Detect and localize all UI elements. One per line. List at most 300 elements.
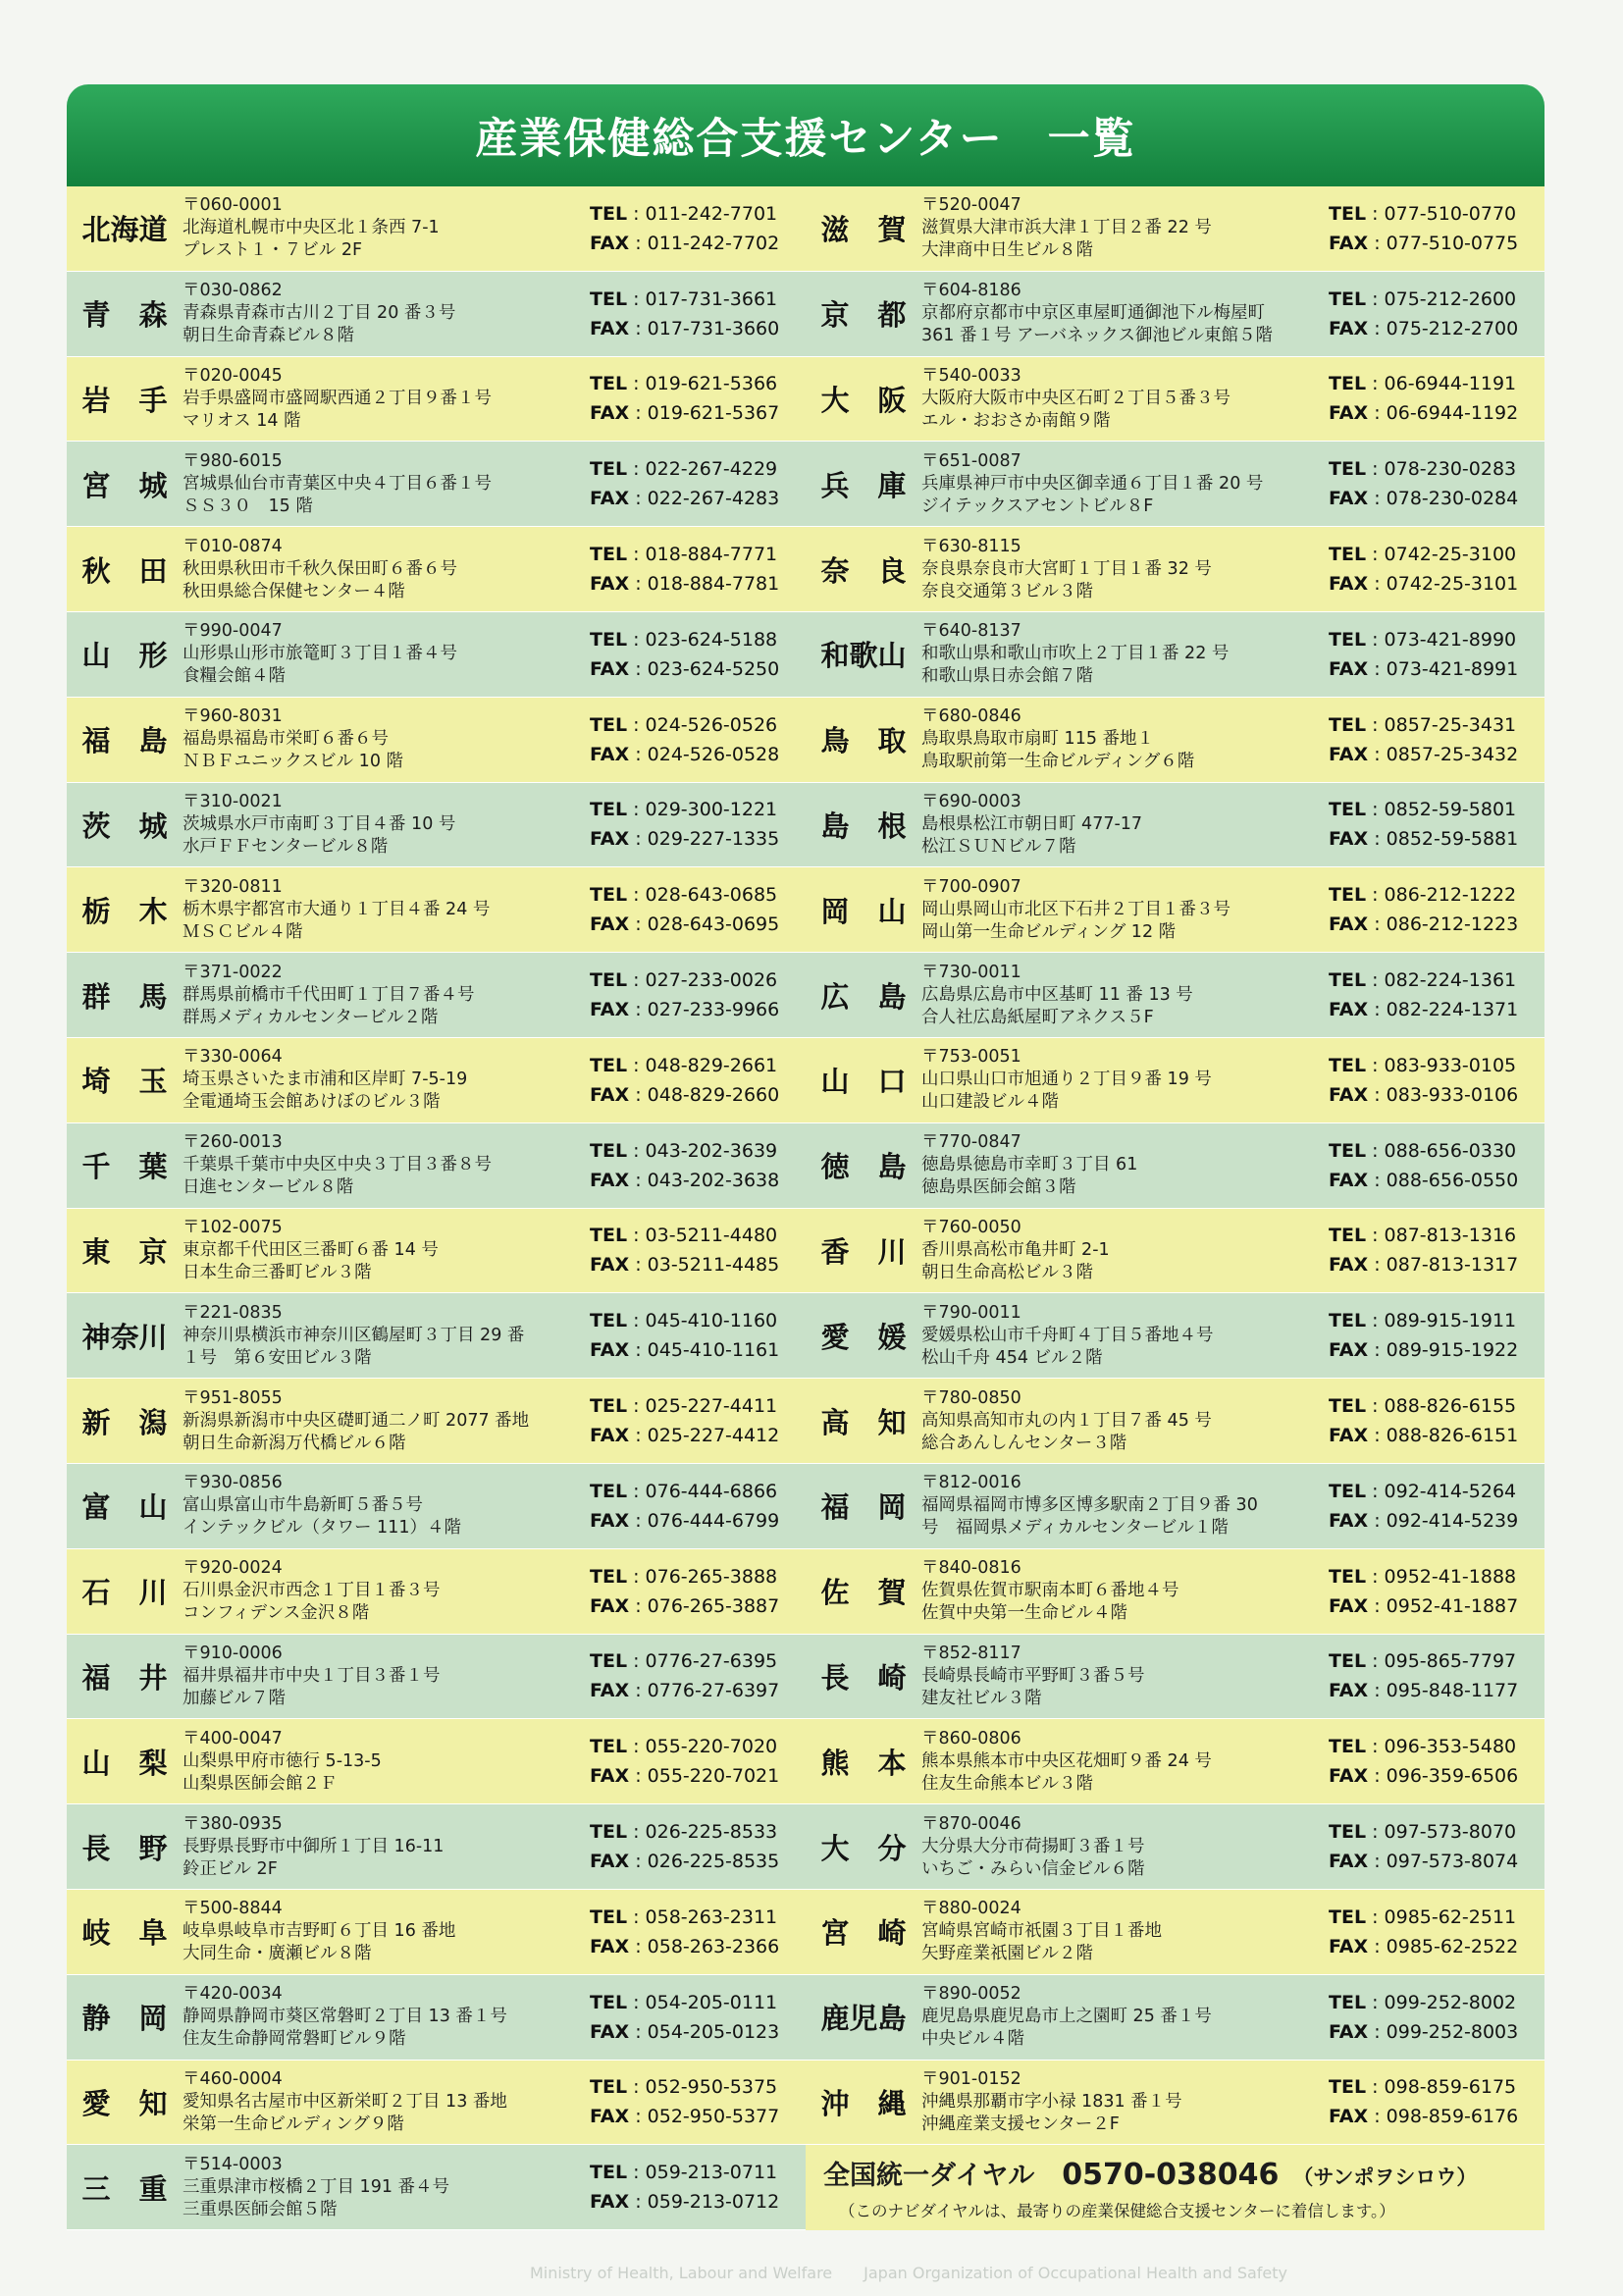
center-list-sheet: [67, 84, 1544, 2223]
center-row-right-14: [806, 1293, 1544, 1379]
address-line-1: 福島県福島市栄町６番６号: [183, 729, 389, 750]
address-line-2: 矢野産業祇園ビル２階: [921, 1944, 1093, 1964]
fax-number: 055-220-7021: [647, 1765, 780, 1788]
center-address: [921, 2061, 1319, 2145]
fax-line: FAX : 099-252-8003: [1329, 2020, 1519, 2043]
address-line-2: 朝日生命新潟万代橋ビル６階: [183, 1433, 406, 1453]
fax-line: FAX : 059-213-0712: [590, 2191, 780, 2214]
prefecture-name: 熊 本: [820, 1746, 907, 1780]
prefecture-name: 群 馬: [81, 979, 168, 1014]
postal-code: 〒320-0811: [183, 876, 283, 897]
center-address: [183, 783, 580, 867]
address-line-1: 福井県福井市中央１丁目３番１号: [183, 1665, 441, 1686]
fax-number: 092-414-5239: [1386, 1509, 1519, 1532]
tel-label: TEL: [1329, 1821, 1367, 1844]
postal-code: 〒860-0806: [921, 1728, 1021, 1748]
fax-number: 058-263-2366: [647, 1935, 780, 1957]
postal-code: 〒420-0034: [183, 1984, 283, 2005]
tel-label: TEL: [590, 1225, 628, 1247]
address-line-1: 滋賀県大津市浜大津１丁目２番 22 号: [921, 218, 1212, 238]
center-address: [183, 186, 580, 271]
tel-label: TEL: [590, 628, 628, 651]
fax-number: 099-252-8003: [1386, 2020, 1519, 2043]
tel-label: TEL: [590, 1395, 628, 1418]
tel-label: TEL: [590, 287, 628, 310]
tel-label: TEL: [1329, 1139, 1367, 1162]
address-line-2: 大津商中日生ビル８階: [921, 240, 1093, 261]
postal-code: 〒753-0051: [921, 1047, 1021, 1068]
prefecture-name: 愛 知: [81, 2086, 168, 2120]
center-phone: [580, 1209, 806, 1293]
postal-code: 〒812-0016: [921, 1473, 1021, 1493]
address-line-1: 高知県高知市丸の内１丁目７番 45 号: [921, 1410, 1212, 1431]
postal-code: 〒380-0935: [183, 1813, 283, 1834]
center-grid: [67, 186, 1544, 2230]
tel-label: TEL: [590, 458, 628, 481]
tel-number: 088-656-0330: [1384, 1139, 1517, 1162]
address-line-2: 鈴正ビル 2F: [183, 1858, 278, 1879]
fax-line: FAX : 024-526-0528: [590, 743, 780, 765]
tel-line: TEL : 0985-62-2511: [1329, 1905, 1517, 1928]
postal-code: 〒640-8137: [921, 621, 1021, 642]
tel-number: 098-859-6175: [1384, 2076, 1517, 2099]
fax-line: FAX : 022-267-4283: [590, 488, 780, 510]
postal-code: 〒651-0087: [921, 450, 1021, 471]
center-row-left-11: [67, 1038, 806, 1123]
address-line-2: ＭＳＣビル４階: [183, 921, 303, 942]
address-line-1: 愛知県名古屋市中区新栄町２丁目 13 番地: [183, 2091, 507, 2112]
tel-line: TEL : 055-220-7020: [590, 1736, 778, 1758]
center-row-right-18: [806, 1635, 1544, 1720]
fax-line: FAX : 077-510-0775: [1329, 232, 1519, 254]
prefecture-name: 山 形: [81, 639, 168, 673]
tel-label: TEL: [1329, 884, 1367, 907]
fax-number: 03-5211-4485: [647, 1254, 780, 1277]
fax-line: FAX : 045-410-1161: [590, 1339, 780, 1362]
tel-label: TEL: [1329, 202, 1367, 225]
fax-label: FAX: [1329, 402, 1369, 425]
fax-label: FAX: [590, 1509, 630, 1532]
center-phone: [580, 1379, 806, 1463]
tel-label: TEL: [590, 1736, 628, 1758]
tel-number: 024-526-0526: [645, 713, 778, 736]
fax-number: 048-829-2660: [647, 1083, 780, 1106]
tel-number: 055-220-7020: [645, 1736, 778, 1758]
fax-line: FAX : 054-205-0123: [590, 2020, 780, 2043]
fax-line: FAX : 029-227-1335: [590, 828, 780, 851]
center-phone: [1319, 2061, 1544, 2145]
address-line-1: 鹿児島県鹿児島市上之園町 25 番１号: [921, 2007, 1212, 2027]
center-address: [183, 1804, 580, 1889]
address-line-1: 新潟県新潟市中央区礎町通二ノ町 2077 番地: [183, 1410, 530, 1431]
fax-label: FAX: [1329, 828, 1369, 851]
tel-label: TEL: [590, 2162, 628, 2184]
center-row-right-16: [806, 1464, 1544, 1549]
center-address: [921, 1975, 1319, 2060]
fax-line: FAX : 086-212-1223: [1329, 913, 1519, 936]
postal-code: 〒460-0004: [183, 2068, 283, 2089]
fax-number: 096-359-6506: [1386, 1765, 1519, 1788]
postal-code: 〒730-0011: [921, 962, 1021, 982]
center-row-right-2: [806, 272, 1544, 357]
address-line-2: 沖縄産業支援センター２F: [921, 2113, 1120, 2134]
prefecture-name: 岐 阜: [81, 1916, 168, 1951]
prefecture-name: 京 都: [820, 298, 907, 333]
prefecture-name: 秋 田: [81, 553, 168, 588]
tel-line: TEL : 076-444-6866: [590, 1480, 778, 1502]
address-line-2: 朝日生命高松ビル３階: [921, 1262, 1093, 1282]
tel-label: TEL: [1329, 1991, 1367, 2013]
fax-line: FAX : 075-212-2700: [1329, 317, 1519, 339]
fax-label: FAX: [590, 232, 630, 254]
postal-code: 〒310-0021: [183, 791, 283, 811]
tel-number: 023-624-5188: [645, 628, 778, 651]
center-address: [921, 867, 1319, 952]
postal-code: 〒514-0003: [183, 2154, 283, 2174]
tel-number: 052-950-5375: [645, 2076, 778, 2099]
fax-label: FAX: [590, 1254, 630, 1277]
center-phone: [1319, 867, 1544, 952]
tel-line: TEL : 059-213-0711: [590, 2162, 778, 2184]
prefecture-name: 埼 玉: [81, 1065, 168, 1099]
address-line-1: 徳島県徳島市幸町３丁目 61: [921, 1155, 1138, 1175]
tel-line: TEL : 048-829-2661: [590, 1054, 778, 1076]
center-address: [921, 1293, 1319, 1378]
address-line-1: 沖縄県那覇市字小禄 1831 番１号: [921, 2091, 1182, 2112]
center-row-left-7: [67, 698, 806, 783]
center-address: [183, 1209, 580, 1293]
tel-number: 022-267-4229: [645, 458, 778, 481]
address-line-2: 山梨県医師会館２Ｆ: [183, 1773, 338, 1794]
center-row-right-7: [806, 698, 1544, 783]
center-address: [183, 1719, 580, 1803]
tel-line: TEL : 0776-27-6395: [590, 1650, 778, 1673]
fax-number: 095-848-1177: [1386, 1680, 1519, 1702]
center-row-right-22: [806, 1975, 1544, 2061]
tel-line: TEL : 099-252-8002: [1329, 1991, 1517, 2013]
tel-line: TEL : 043-202-3639: [590, 1139, 778, 1162]
fax-number: 076-265-3887: [647, 1594, 780, 1617]
center-address: [183, 1464, 580, 1548]
fax-number: 083-933-0106: [1386, 1083, 1519, 1106]
fax-line: FAX : 088-826-6151: [1329, 1425, 1519, 1447]
tel-line: TEL : 087-813-1316: [1329, 1225, 1517, 1247]
center-phone: [580, 1890, 806, 1974]
tel-number: 0852-59-5801: [1384, 799, 1517, 821]
address-line-2: 岡山第一生命ビルディング 12 階: [921, 921, 1177, 942]
fax-number: 06-6944-1192: [1386, 402, 1519, 425]
tel-number: 0857-25-3431: [1384, 713, 1517, 736]
fax-label: FAX: [590, 317, 630, 339]
fax-number: 0852-59-5881: [1386, 828, 1519, 851]
tel-number: 0776-27-6395: [645, 1650, 778, 1673]
fax-number: 028-643-0695: [647, 913, 780, 936]
center-address: [183, 527, 580, 611]
center-row-left-12: [67, 1123, 806, 1209]
center-address: [921, 1719, 1319, 1803]
center-address: [183, 1890, 580, 1974]
center-row-right-6: [806, 612, 1544, 698]
fax-line: FAX : 083-933-0106: [1329, 1083, 1519, 1106]
tel-line: TEL : 011-242-7701: [590, 202, 778, 225]
fax-label: FAX: [1329, 1425, 1369, 1447]
center-phone: [580, 357, 806, 442]
address-line-2: ＳＳ３０ 15 階: [183, 496, 313, 516]
center-row-left-24: [67, 2145, 806, 2230]
center-address: [183, 953, 580, 1037]
center-row-right-4: [806, 442, 1544, 527]
fax-label: FAX: [1329, 1935, 1369, 1957]
footer-watermark: Ministry of Health, Labour and Welfare Japan Organization of Occupational Health and Safety: [530, 2264, 1287, 2282]
address-line-2: 大同生命・廣瀬ビル８階: [183, 1944, 372, 1964]
tel-line: TEL : 0742-25-3100: [1329, 544, 1517, 566]
postal-code: 〒020-0045: [183, 365, 283, 386]
center-address: [921, 442, 1319, 526]
address-line-2: 合人社広島紙屋町アネクス５F: [921, 1007, 1154, 1027]
tel-line: TEL : 024-526-0526: [590, 713, 778, 736]
fax-line: FAX : 0952-41-1887: [1329, 1594, 1519, 1617]
address-line-1: 島根県松江市朝日町 477-17: [921, 813, 1143, 834]
tel-number: 045-410-1160: [645, 1310, 778, 1332]
fax-label: FAX: [590, 1339, 630, 1362]
prefecture-name: 徳 島: [820, 1150, 907, 1184]
tel-line: TEL : 082-224-1361: [1329, 969, 1517, 992]
fax-number: 026-225-8535: [647, 1851, 780, 1873]
fax-number: 078-230-0284: [1386, 488, 1519, 510]
tel-label: TEL: [590, 373, 628, 395]
fax-number: 0776-27-6397: [647, 1680, 780, 1702]
tel-line: TEL : 095-865-7797: [1329, 1650, 1517, 1673]
tel-label: TEL: [1329, 1310, 1367, 1332]
center-address: [921, 272, 1319, 356]
address-line-2: 中央ビル４階: [921, 2029, 1024, 2050]
fax-number: 0985-62-2522: [1386, 1935, 1519, 1957]
tel-label: TEL: [590, 1821, 628, 1844]
address-line-1: 広島県広島市中区基町 11 番 13 号: [921, 984, 1193, 1005]
center-phone: [1319, 527, 1544, 611]
center-phone: [580, 612, 806, 697]
fax-line: FAX : 082-224-1371: [1329, 999, 1519, 1021]
center-phone: [1319, 357, 1544, 442]
postal-code: 〒030-0862: [183, 281, 283, 301]
address-line-1: 兵庫県神戸市中央区御幸通６丁目１番 20 号: [921, 473, 1264, 494]
tel-number: 019-621-5366: [645, 373, 778, 395]
tel-line: TEL : 029-300-1221: [590, 799, 778, 821]
fax-line: FAX : 076-444-6799: [590, 1509, 780, 1532]
tel-line: TEL : 019-621-5366: [590, 373, 778, 395]
postal-code: 〒852-8117: [921, 1643, 1021, 1663]
address-line-1: 宮城県仙台市青葉区中央４丁目６番１号: [183, 473, 492, 494]
fax-label: FAX: [1329, 1083, 1369, 1106]
postal-code: 〒700-0907: [921, 876, 1021, 897]
center-address: [183, 698, 580, 782]
postal-code: 〒520-0047: [921, 195, 1021, 216]
center-phone: [580, 1719, 806, 1803]
tel-label: TEL: [1329, 287, 1367, 310]
center-row-left-6: [67, 612, 806, 698]
center-row-left-13: [67, 1209, 806, 1294]
center-address: [183, 357, 580, 442]
postal-code: 〒400-0047: [183, 1728, 283, 1748]
address-line-2: 佐賀中央第一生命ビル４階: [921, 1603, 1127, 1624]
fax-label: FAX: [590, 2020, 630, 2043]
fax-line: FAX : 088-656-0550: [1329, 1169, 1519, 1191]
center-address: [183, 867, 580, 952]
tel-number: 029-300-1221: [645, 799, 778, 821]
prefecture-name: 広 島: [820, 979, 907, 1014]
fax-line: FAX : 0857-25-3432: [1329, 743, 1519, 765]
fax-label: FAX: [1329, 1594, 1369, 1617]
center-phone: [1319, 272, 1544, 356]
address-line-2: いちご・みらい信金ビル６階: [921, 1858, 1145, 1879]
tel-number: 076-265-3888: [645, 1565, 778, 1588]
center-phone: [1319, 1464, 1544, 1548]
fax-label: FAX: [1329, 999, 1369, 1021]
address-line-2: 総合あんしんセンター３階: [921, 1433, 1127, 1453]
center-row-right-20: [806, 1804, 1544, 1890]
tel-number: 099-252-8002: [1384, 1991, 1517, 2013]
center-address: [921, 1464, 1319, 1548]
address-line-2: 朝日生命青森ビル８階: [183, 326, 354, 346]
tel-line: TEL : 088-656-0330: [1329, 1139, 1517, 1162]
prefecture-name: 岡 山: [820, 894, 907, 928]
tel-label: TEL: [590, 1139, 628, 1162]
fax-line: FAX : 0985-62-2522: [1329, 1935, 1519, 1957]
center-phone: [1319, 1635, 1544, 1719]
center-row-right-3: [806, 357, 1544, 443]
tel-label: TEL: [1329, 373, 1367, 395]
tel-label: TEL: [1329, 1736, 1367, 1758]
tel-label: TEL: [590, 1650, 628, 1673]
tel-line: TEL : 045-410-1160: [590, 1310, 778, 1332]
navi-dial-number: 0570-038046: [1062, 2158, 1280, 2193]
center-phone: [1319, 783, 1544, 867]
address-line-1: 青森県青森市古川２丁目 20 番３号: [183, 303, 456, 324]
center-address: [183, 442, 580, 526]
address-line-2: 全電通埼玉会館あけぼのビル３階: [183, 1092, 441, 1113]
tel-label: TEL: [590, 1565, 628, 1588]
fax-label: FAX: [1329, 657, 1369, 680]
address-line-1: 宮崎県宮崎市祇園３丁目１番地: [921, 1921, 1162, 1942]
address-line-1: 茨城県水戸市南町３丁目４番 10 号: [183, 813, 456, 834]
address-line-2: ＮＢＦユニックスビル 10 階: [183, 752, 404, 772]
tel-line: TEL : 028-643-0685: [590, 884, 778, 907]
postal-code: 〒760-0050: [921, 1217, 1021, 1237]
navi-dial-note: （このナビダイヤルは、最寄りの産業保健総合支援センターに着信します。）: [839, 2202, 1395, 2221]
prefecture-name: 長 崎: [820, 1660, 907, 1695]
tel-line: TEL : 089-915-1911: [1329, 1310, 1517, 1332]
center-row-left-15: [67, 1379, 806, 1464]
fax-label: FAX: [1329, 913, 1369, 936]
center-phone: [1319, 1549, 1544, 1634]
tel-number: 018-884-7771: [645, 544, 778, 566]
prefecture-name: 大 阪: [820, 383, 907, 417]
address-line-1: 秋田県秋田市千秋久保田町６番６号: [183, 558, 457, 579]
center-address: [921, 698, 1319, 782]
fax-label: FAX: [1329, 1851, 1369, 1873]
center-row-right-23: [806, 2061, 1544, 2146]
fax-label: FAX: [590, 913, 630, 936]
prefecture-name: 香 川: [820, 1234, 907, 1269]
fax-line: FAX : 076-265-3887: [590, 1594, 780, 1617]
tel-line: TEL : 083-933-0105: [1329, 1054, 1517, 1076]
tel-line: TEL : 092-414-5264: [1329, 1480, 1517, 1502]
fax-number: 097-573-8074: [1386, 1851, 1519, 1873]
postal-code: 〒930-0856: [183, 1473, 283, 1493]
prefecture-name: 和歌山: [820, 639, 907, 673]
address-line-2: 住友生命熊本ビル３階: [921, 1773, 1093, 1794]
fax-number: 018-884-7781: [647, 573, 780, 596]
fax-label: FAX: [1329, 317, 1369, 339]
center-phone: [580, 442, 806, 526]
tel-number: 086-212-1222: [1384, 884, 1517, 907]
center-phone: [1319, 1293, 1544, 1378]
address-line-2: 食糧会館４階: [183, 666, 286, 687]
center-address: [183, 1293, 580, 1378]
fax-line: FAX : 095-848-1177: [1329, 1680, 1519, 1702]
tel-number: 073-421-8990: [1384, 628, 1517, 651]
address-line-1: 福岡県福岡市博多区博多駅南２丁目９番 30: [921, 1495, 1258, 1516]
fax-number: 075-212-2700: [1386, 317, 1519, 339]
center-address: [921, 953, 1319, 1037]
postal-code: 〒540-0033: [921, 365, 1021, 386]
address-line-2: 秋田県総合保健センター４階: [183, 581, 405, 601]
center-phone: [580, 867, 806, 952]
fax-label: FAX: [1329, 488, 1369, 510]
title-banner: [67, 84, 1544, 186]
address-line-1: 静岡県静岡市葵区常磐町２丁目 13 番１号: [183, 2007, 507, 2027]
prefecture-name: 島 根: [820, 809, 907, 843]
center-row-right-17: [806, 1549, 1544, 1635]
address-line-2: 山口建設ビル４階: [921, 1092, 1059, 1113]
tel-line: TEL : 097-573-8070: [1329, 1821, 1517, 1844]
fax-label: FAX: [590, 488, 630, 510]
fax-number: 076-444-6799: [647, 1509, 780, 1532]
fax-number: 017-731-3660: [647, 317, 780, 339]
postal-code: 〒870-0046: [921, 1813, 1021, 1834]
fax-label: FAX: [1329, 232, 1369, 254]
fax-label: FAX: [590, 573, 630, 596]
tel-number: 054-205-0111: [645, 1991, 778, 2013]
center-row-left-2: [67, 272, 806, 357]
center-address: [183, 1549, 580, 1634]
fax-number: 043-202-3638: [647, 1169, 780, 1191]
address-line-1: 香川県高松市亀井町 2-1: [921, 1239, 1110, 1260]
postal-code: 〒010-0874: [183, 536, 283, 556]
tel-number: 097-573-8070: [1384, 1821, 1517, 1844]
fax-label: FAX: [1329, 2020, 1369, 2043]
address-line-2: 建友社ビル３階: [921, 1688, 1042, 1708]
center-row-right-10: [806, 953, 1544, 1038]
address-line-2: 和歌山県日赤会館７階: [921, 666, 1093, 687]
center-phone: [580, 1123, 806, 1208]
center-phone: [1319, 186, 1544, 271]
fax-number: 027-233-9966: [647, 999, 780, 1021]
fax-label: FAX: [1329, 2106, 1369, 2128]
tel-line: TEL : 086-212-1222: [1329, 884, 1517, 907]
center-address: [921, 1379, 1319, 1463]
prefecture-name: 長 野: [81, 1831, 168, 1865]
center-phone: [580, 2061, 806, 2145]
navi-dial-box: [806, 2145, 1544, 2230]
tel-line: TEL : 025-227-4411: [590, 1395, 778, 1418]
prefecture-name: 宮 崎: [820, 1916, 907, 1951]
center-row-left-4: [67, 442, 806, 527]
fax-number: 029-227-1335: [647, 828, 780, 851]
address-line-1: 富山県富山市牛島新町５番５号: [183, 1495, 423, 1516]
center-phone: [1319, 442, 1544, 526]
tel-label: TEL: [590, 884, 628, 907]
